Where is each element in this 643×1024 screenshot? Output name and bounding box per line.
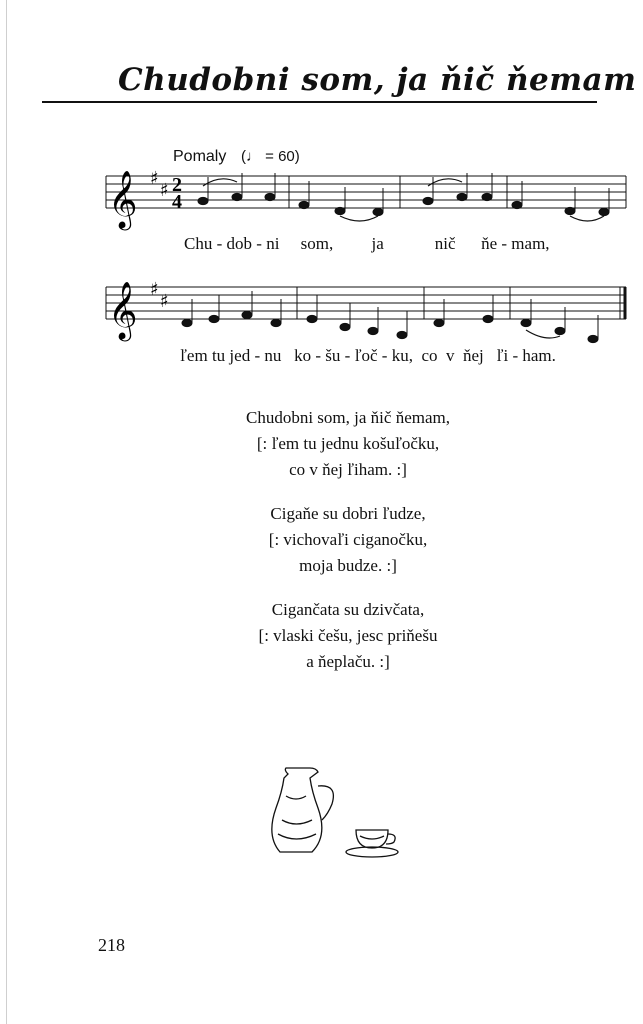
verse-line: a ňeplaču. :] [306,652,390,671]
sharp-icon: ♯ [150,279,159,300]
pitcher-icon [272,768,334,852]
pitcher-and-teacup-illustration [266,764,406,864]
staff-system-1 [106,176,626,208]
sharp-icon: ♯ [160,180,169,201]
verse-line: [: vichovaľi ciganočku, [268,530,428,549]
lyrics-line-2: ľem tu jed - nu ko - šu - ľoč - ku, co v ňej ľi - ham. [180,346,556,365]
stanza-1 [198,405,498,483]
treble-clef-icon: 𝄞 [108,170,138,228]
page-number: 218 [98,935,125,955]
time-signature-bottom: 4 [172,191,182,213]
verse-line: moja budze. :] [299,556,397,575]
stanza-2 [198,501,498,579]
verse-line: [: vlaski češu, jesc priňešu [258,626,438,645]
song-title: Chudobni som, ja ňič ňemam [118,62,637,98]
lyrics-line-1: Chu - dob - ni som, ja nič ňe - mam, [184,234,550,253]
verse-line: Cigančata su dzivčata, [271,600,425,619]
notes-system-1 [198,173,609,216]
tempo-marking: (♩ = 60) [241,148,300,165]
time-signature-top: 2 [172,174,182,196]
teacup-icon [346,830,398,857]
music-score [0,0,643,400]
sharp-icon: ♯ [160,291,169,312]
verse-line: [: ľem tu jednu košuľočku, [256,434,440,453]
tempo-word: Pomaly [173,148,227,165]
stanza-3 [198,597,498,675]
staff-system-2 [106,287,626,319]
verse-line: Chudobni som, ja ňič ňemam, [246,408,450,427]
verse-line: Cigaňe su dobri ľudze, [270,504,426,523]
verse-line: co v ňej ľiham. :] [289,460,407,479]
sharp-icon: ♯ [150,168,159,189]
treble-clef-icon: 𝄞 [108,281,138,339]
verses [198,405,498,693]
